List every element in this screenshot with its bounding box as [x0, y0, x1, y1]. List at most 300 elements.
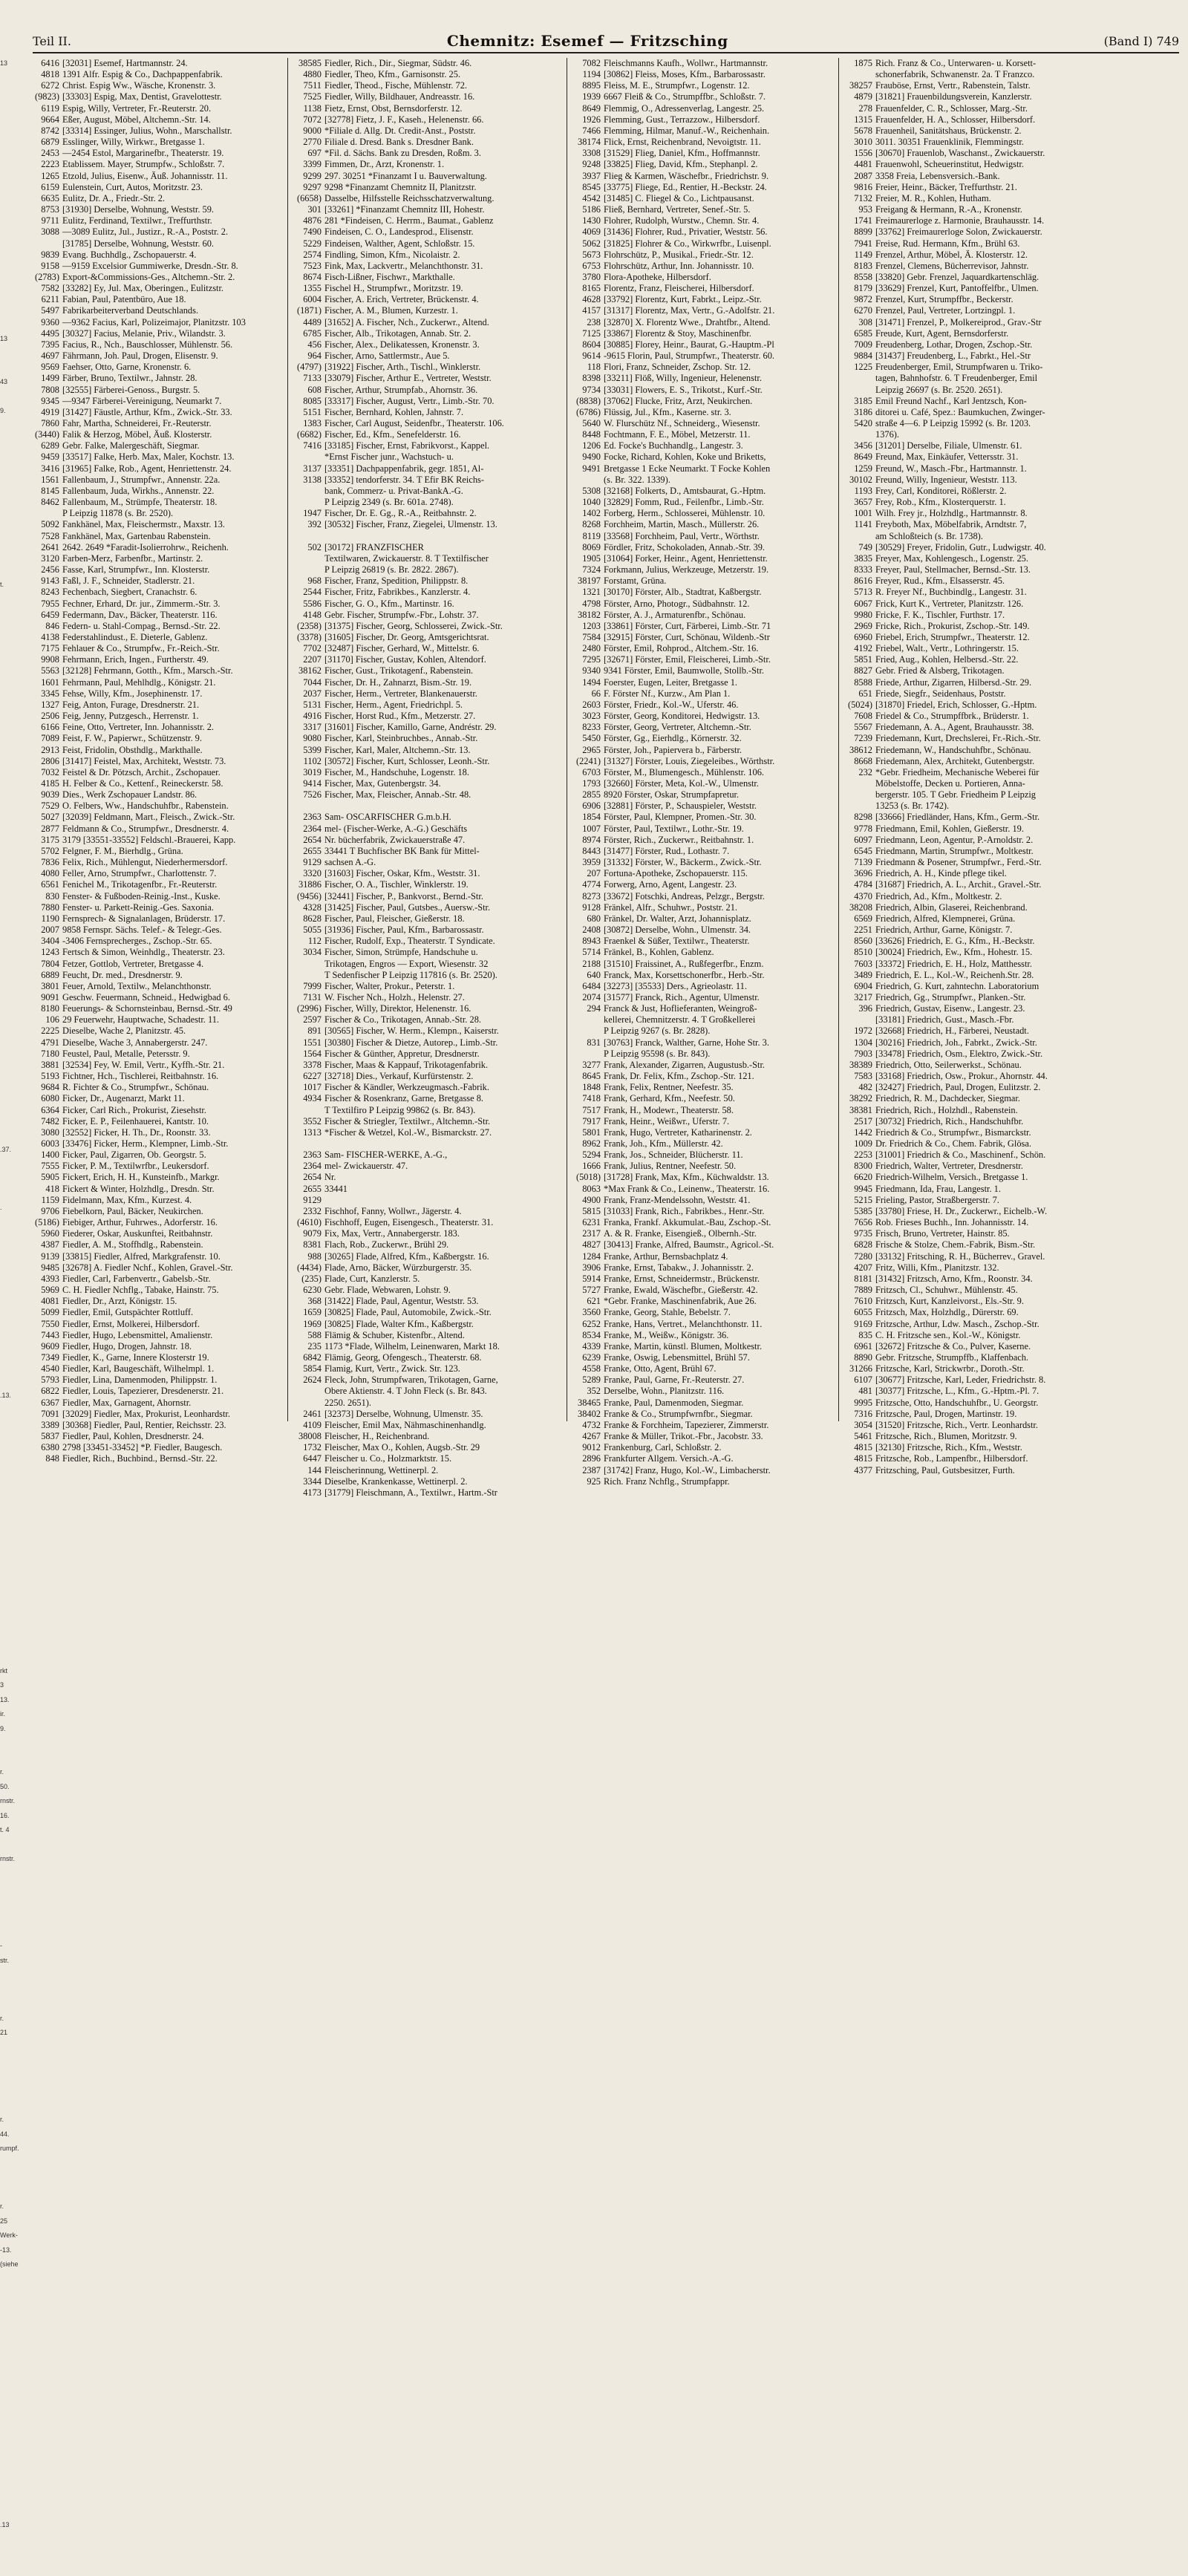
margin-fragment: [0, 1983, 10, 1998]
entry-text: [33261] *Finanzamt Chemnitz III, Hohestr.: [324, 204, 484, 215]
entry-text: [33079] Fischer, Arthur E., Vertreter, Weststr.: [324, 373, 492, 383]
entry-text: Federstahlindust., E. Dieterle, Gablenz.: [62, 632, 207, 642]
entry-phone-number: 144: [292, 1465, 322, 1476]
entry-text: Findeisen, Walther, Agent, Schloßstr. 15.: [324, 238, 474, 249]
directory-entry: [843, 1127, 1184, 1138]
entry-phone-number: 294: [571, 1003, 601, 1014]
entry-phone-number: 1732: [292, 1442, 322, 1453]
directory-entry: [571, 970, 837, 981]
entry-phone-number: 7550: [30, 1319, 59, 1330]
entry-text: Focke, Richard, Kohlen, Koke und Briketts,: [604, 451, 766, 462]
directory-entry: [292, 317, 565, 328]
entry-phone-number: 964: [292, 350, 322, 362]
entry-phone-number: 118: [571, 362, 601, 373]
entry-text: Fischer, Alb., Trikotagen, Annab. Str. 2.: [324, 328, 471, 339]
entry-text: Fischer, Maas & Kappauf, Trikotagenfabrik.: [324, 1060, 488, 1070]
entry-phone-number: 1659: [292, 1307, 322, 1318]
directory-entry: [30, 846, 286, 857]
directory-entry: [292, 902, 565, 913]
entry-text: [31821] Frauenbildungsverein, Kanzlerstr.: [875, 91, 1032, 102]
directory-entry: [843, 137, 1184, 148]
directory-entry: [571, 238, 837, 250]
entry-text: [30024] Friedrich, Ew., Kfm., Hohestr. 15.: [875, 947, 1032, 957]
directory-entry: [30, 1116, 286, 1127]
directory-entry: [843, 778, 1184, 789]
entry-phone-number: 8180: [30, 1003, 59, 1014]
entry-text: [32555] Färberei-Genoss., Burgstr. 5.: [62, 385, 200, 395]
margin-fragment: [0, 2041, 10, 2055]
entry-text: [33666] Friedländer, Hans, Kfm., Germ.-Str.: [875, 812, 1040, 822]
entry-text: Frankfurter Allgem. Versich.-A.-G.: [604, 1453, 734, 1464]
entry-phone-number: 38208: [843, 902, 872, 913]
directory-entry: [571, 1003, 837, 1014]
entry-text: Friedel & Co., Strumpffbrk., Brüderstr. 1.: [875, 711, 1029, 721]
entry-phone-number: 7072: [292, 114, 322, 125]
margin-fragment: [0, 2431, 10, 2446]
entry-phone-number: 1430: [571, 215, 601, 226]
directory-entry: [843, 1172, 1184, 1183]
entry-text: Fallenbaum, J., Strumpfwr., Annenstr. 22a.: [62, 475, 220, 485]
entry-text: Feist, Fridolin, Obsthdlg., Markthalle.: [62, 745, 203, 755]
entry-phone-number: 7523: [292, 261, 322, 272]
directory-entry: [843, 1409, 1184, 1420]
entry-text: Federn- u. Stahl-Compag., Bernsd.-Str. 22.: [62, 621, 221, 631]
entry-text: Franke, Georg, Stahle, Bebelstr. 7.: [604, 1307, 731, 1317]
directory-entry: [843, 1049, 1184, 1060]
entry-text: Freise, Rud. Hermann, Kfm., Brühl 63.: [875, 238, 1019, 249]
directory-entry: [292, 1060, 565, 1071]
directory-entry: [843, 677, 1184, 688]
directory-entry: [292, 486, 565, 497]
entry-text: Möbelstoffe, Decken u. Portieren, Anna-: [875, 778, 1025, 789]
entry-text: Frank, Dr. Felix, Kfm., Zschop.-Str. 121.: [604, 1071, 754, 1081]
entry-text: [33314] Essinger, Julius, Wohn., Marschallstr.: [62, 125, 232, 136]
directory-entry: [292, 1161, 565, 1172]
directory-entry: [30, 1352, 286, 1363]
entry-text: [31742] Franz, Hugo, Kol.-W., Limbacherstr.: [604, 1465, 771, 1476]
entry-text: [30380] Fischer & Dietze, Autorep., Limb.-Str.: [324, 1037, 497, 1048]
directory-entry: [292, 429, 565, 440]
entry-text: Etzold, Julius, Eisenw., Äuß. Johannisstr. 11.: [62, 171, 227, 181]
entry-text: Florentz, Franz, Fleischerei, Hilbersdorf.: [604, 283, 754, 293]
entry-text: Gebr. Falke, Malergeschäft, Siegmar.: [62, 440, 200, 451]
directory-entry: [292, 1307, 565, 1318]
margin-fragment: [0, 1346, 10, 1360]
entry-phone-number: 7395: [30, 339, 59, 350]
directory-entry: [30, 1014, 286, 1025]
directory-entry: [843, 238, 1184, 250]
directory-entry: [843, 1093, 1184, 1104]
entry-text: Fischer, Herm., Vertreter, Blankenauerstr.: [324, 688, 477, 699]
directory-entry: [292, 193, 565, 204]
directory-entry: [843, 261, 1184, 272]
entry-phone-number: 3404: [30, 936, 59, 947]
margin-fragment: [0, 564, 10, 578]
entry-phone-number: 106: [30, 1014, 59, 1025]
entry-phone-number: 5673: [571, 250, 601, 261]
margin-fragment: rkt 3: [0, 1664, 10, 1693]
entry-phone-number: 2363: [292, 812, 322, 823]
margin-fragment: [0, 896, 10, 911]
entry-phone-number: 4207: [843, 1262, 872, 1274]
margin-fragment: [0, 1244, 10, 1259]
margin-fragment: [0, 1259, 10, 1274]
entry-phone-number: 5308: [571, 486, 601, 497]
entry-phone-number: 6620: [843, 1172, 872, 1183]
entry-text: [33780] Friese, H. Dr., Zuckerwr., Eichelb.-W.: [875, 1206, 1047, 1216]
directory-entry: [571, 497, 837, 508]
entry-phone-number: 2363: [292, 1150, 322, 1161]
entry-phone-number: 1556: [843, 148, 872, 159]
margin-fragment: [0, 2185, 10, 2200]
entry-phone-number: (9456): [292, 891, 322, 902]
directory-entry: [571, 80, 837, 91]
entry-text: Fiedler, Max, Garnagent, Ahornstr.: [62, 1398, 191, 1408]
directory-entry: [571, 992, 837, 1003]
entry-phone-number: 9139: [30, 1251, 59, 1262]
directory-entry: [843, 317, 1184, 328]
margin-fragment: [0, 535, 10, 550]
entry-phone-number: 3489: [843, 970, 872, 981]
entry-text: Fiedler, Karl, Baugeschäft, Wilhelmpl. 1.: [62, 1363, 214, 1374]
entry-text: Färber, Bruno, Textilwr., Jahnstr. 28.: [62, 373, 198, 383]
directory-entry: [30, 824, 286, 835]
entry-phone-number: 8085: [292, 396, 322, 407]
directory-entry: [292, 1375, 565, 1386]
entry-phone-number: 3010: [843, 137, 872, 148]
entry-phone-number: 38008: [292, 1431, 322, 1442]
entry-text: Dies., Werk Zschopauer Landstr. 86.: [62, 789, 197, 800]
entry-text: [33317] Fischer, August, Vertr., Limb.-Str. 70.: [324, 396, 495, 406]
margin-fragment: [0, 85, 10, 100]
entry-text: [32441] Fischer, P., Bankvorst., Bernd.-Str.: [324, 891, 483, 901]
entry-text: Fischer, Willy, Direktor, Helenenstr. 16.: [324, 1003, 471, 1014]
entry-text: [31317] Florentz, Max, Vertr., G.-Adolfstr. 21.: [604, 305, 774, 316]
directory-entry: [30, 745, 286, 756]
directory-entry: [30, 891, 286, 902]
directory-entry: [292, 261, 565, 272]
entry-text: Friedrich, A. H., Kinde pflege tikel.: [875, 868, 1007, 878]
entry-text: [31064] Forker, Heinr., Agent, Henriettenstr.: [604, 553, 768, 564]
entry-phone-number: 5450: [571, 733, 601, 744]
entry-phone-number: 9711: [30, 215, 59, 226]
entry-text: [33825] Flieg, David, Kfm., Stephanpl. 2.: [604, 159, 758, 169]
directory-entry: [843, 1363, 1184, 1375]
entry-phone-number: 2517: [843, 1116, 872, 1127]
entry-phone-number: 6879: [30, 137, 59, 148]
directory-entry: [30, 328, 286, 339]
directory-entry: [292, 665, 565, 676]
entry-phone-number: 7490: [292, 226, 322, 238]
entry-text: T Textilfiro P Leipzig 99862 (s. Br. 843).: [324, 1105, 475, 1115]
margin-fragment: [0, 1635, 10, 1650]
entry-phone-number: 3657: [843, 497, 872, 508]
entry-text: straße 4—6. P Leipzig 15992 (s. Br. 1203.: [875, 418, 1031, 428]
margin-fragment: [0, 2402, 10, 2417]
entry-text: Evang. Buchhdlg., Zschopauerstr. 4.: [62, 250, 196, 260]
margin-fragment: rnstr.: [0, 1794, 10, 1809]
entry-phone-number: 112: [292, 936, 322, 947]
margin-fragment: [0, 1157, 10, 1172]
entry-text: T Sedenfischer P Leipzig 117816 (s. Br. 2520).: [324, 970, 497, 980]
entry-phone-number: 5055: [292, 925, 322, 936]
entry-text: Frenzel, Paul, Vertreter, Lortzingpl. 1.: [875, 305, 1015, 316]
entry-text: Friebel, Walt., Vertr., Lothringerstr. 15.: [875, 643, 1019, 653]
entry-phone-number: 5854: [292, 1363, 322, 1375]
entry-phone-number: 2655: [292, 846, 322, 857]
directory-entry: [30, 1398, 286, 1409]
entry-text: Fränkel, Alfr., Schuhwr., Poststr. 21.: [604, 902, 737, 913]
entry-phone-number: 7180: [30, 1049, 59, 1060]
entry-phone-number: 1206: [571, 440, 601, 451]
entry-text: Espig, Willy, Vertreter, Fr.-Reuterstr. 20.: [62, 103, 211, 114]
entry-phone-number: 4542: [571, 193, 601, 204]
entry-text: Fränkel, Dr. Walter, Arzt, Johannisplatz.: [604, 913, 751, 924]
entry-text: Feine, Otto, Vertreter, Inn. Johannisstr. 2.: [62, 722, 214, 732]
margin-fragment: [0, 2460, 10, 2475]
entry-phone-number: 5229: [292, 238, 322, 250]
entry-text: Eulenstein, Curt, Autos, Moritzstr. 23.: [62, 182, 203, 192]
margin-fragment: [0, 2446, 10, 2461]
directory-entry: [843, 250, 1184, 261]
directory-entry: [571, 193, 837, 204]
entry-text: Fischer, Simon, Strümpfe, Handschuhe u.: [324, 947, 478, 957]
entry-phone-number: 1102: [292, 756, 322, 767]
entry-phone-number: 2654: [292, 835, 322, 846]
directory-entry: [843, 148, 1184, 159]
entry-phone-number: (4434): [292, 1262, 322, 1274]
entry-text: Nr.: [324, 1172, 336, 1182]
margin-fragment: [0, 1461, 10, 1476]
entry-text: Fehrmann, Paul, Mehlhdlg., Königstr. 21.: [62, 677, 216, 688]
directory-entry: [292, 362, 565, 373]
directory-entry: [292, 947, 565, 958]
entry-text: [32373] Derselbe, Wohnung, Ulmenstr. 35.: [324, 1409, 483, 1419]
entry-text: —9347 Färberei-Vereinigung, Neumarkt 7.: [62, 396, 221, 406]
margin-fragment: 13.: [0, 1693, 10, 1708]
entry-phone-number: 392: [292, 519, 322, 530]
directory-entry: [292, 654, 565, 665]
entry-text: *Fischer & Wetzel, Kol.-W., Bismarckstr. 27.: [324, 1127, 492, 1138]
entry-phone-number: 680: [571, 913, 601, 925]
entry-text: Freigang & Hermann, R.-A., Kronenstr.: [875, 204, 1022, 215]
directory-entry: [30, 1082, 286, 1093]
margin-fragment: [0, 853, 10, 868]
entry-phone-number: 8649: [843, 451, 872, 463]
entry-text: H. Felber & Co., Kettenf., Reineckerstr. 58.: [62, 778, 223, 789]
directory-entry: [292, 587, 565, 598]
entry-phone-number: 9340: [571, 665, 601, 676]
entry-text: Franke, Ewald, Wäschefbr., Gießerstr. 42.: [604, 1285, 758, 1295]
entry-phone-number: 38381: [843, 1105, 872, 1116]
directory-entry: [571, 789, 837, 800]
entry-phone-number: 6447: [292, 1453, 322, 1464]
entry-phone-number: 6211: [30, 294, 59, 305]
entry-phone-number: 7804: [30, 959, 59, 970]
entry-phone-number: 4393: [30, 1274, 59, 1285]
entry-text: [32671] Förster, Emil, Fleischerei, Limb.-Str.: [604, 654, 771, 665]
margin-fragment: [0, 1230, 10, 1245]
margin-fragment: 9.: [0, 404, 10, 419]
directory-entry: [571, 1093, 837, 1104]
entry-text: Rich. Franz & Co., Unterwaren- u. Korsett-: [875, 58, 1036, 68]
entry-phone-number: 6785: [292, 328, 322, 339]
margin-fragment: 13: [0, 332, 10, 347]
directory-entry: [843, 1025, 1184, 1037]
entry-phone-number: 5851: [843, 654, 872, 665]
entry-phone-number: 6842: [292, 1352, 322, 1363]
entry-phone-number: 8145: [30, 486, 59, 497]
directory-entry: [843, 171, 1184, 182]
entry-phone-number: 38612: [843, 745, 872, 756]
entry-phone-number: 1402: [571, 508, 601, 519]
entry-phone-number: 2387: [571, 1465, 601, 1476]
entry-phone-number: 1194: [571, 69, 601, 80]
directory-entry: [292, 531, 565, 542]
entry-phone-number: 835: [843, 1330, 872, 1341]
entry-text: Fenster- u. Parkett-Reinig.-Ges. Saxonia.: [62, 902, 214, 913]
entry-phone-number: 6889: [30, 970, 59, 981]
directory-entry: [30, 1341, 286, 1352]
directory-entry: [30, 373, 286, 384]
entry-text: Fischer, Karl, Maler, Altchemn.-Str. 13.: [324, 745, 471, 755]
entry-text: [32678] A. Fiedler Nchf., Kohlen, Gravel.-Str.: [62, 1262, 233, 1273]
entry-text: Fischer, Dr. H., Zahnarzt, Bism.-Str. 19.: [324, 677, 471, 688]
entry-text: [31603] Fischer, Oskar, Kfm., Weststr. 31.: [324, 868, 480, 878]
directory-entry: [30, 1453, 286, 1464]
directory-entry: [843, 925, 1184, 936]
directory-entry: [843, 992, 1184, 1003]
entry-phone-number: (2358): [292, 621, 322, 632]
directory-entry: [292, 125, 565, 137]
directory-entry: [30, 1228, 286, 1239]
entry-text: C. H. Fiedler Nchflg., Tabake, Hainstr. 75.: [62, 1285, 219, 1295]
entry-phone-number: 1793: [571, 778, 601, 789]
entry-phone-number: 831: [571, 1037, 601, 1049]
directory-entry: [843, 531, 1184, 542]
entry-phone-number: 3120: [30, 553, 59, 564]
directory-entry: [843, 711, 1184, 722]
entry-phone-number: 8899: [843, 226, 872, 238]
page-header: [33, 30, 1179, 53]
directory-entry: [30, 947, 286, 958]
entry-phone-number: 7324: [571, 564, 601, 575]
directory-entry: [30, 902, 286, 913]
entry-text: [30172] FRANZFISCHER: [324, 542, 424, 552]
entry-phone-number: 308: [843, 317, 872, 328]
entry-phone-number: 1159: [30, 1195, 59, 1206]
entry-text: Friedemann, Kurt, Drechslerei, Fr.-Rich.-Str.: [875, 733, 1041, 743]
entry-phone-number: 6416: [30, 58, 59, 69]
margin-fragment: [0, 1273, 10, 1288]
entry-text: Förster, Rich., Zuckerwr., Reitbahnstr. 1.: [604, 835, 754, 845]
entry-phone-number: 7044: [292, 677, 322, 688]
entry-text: [33476] Ficker, Herm., Klempner, Limb.-Str.: [62, 1138, 228, 1149]
margin-fragment: t.: [0, 578, 10, 593]
entry-text: [31477] Förster, Rud., Lothastr. 7.: [604, 846, 729, 856]
directory-entry: [571, 947, 837, 958]
entry-phone-number: 238: [571, 317, 601, 328]
entry-text: Fiedler, Hugo, Drogen, Jahnstr. 18.: [62, 1341, 192, 1351]
entry-text: Fritzsche, Karl, Strickwrbr., Doroth.-Str.: [875, 1363, 1025, 1374]
left-margin-fragments: [0, 56, 10, 1423]
entry-text: Fischer & Striegler, Textilwr., Altchemn.-Str.: [324, 1116, 490, 1126]
entry-text: Fleischer, H., Reichenbrand.: [324, 1431, 429, 1441]
entry-text: —9362 Facius, Karl, Polizeimajor, Planitzstr. 103: [62, 317, 246, 327]
entry-text: R. Freyer Nf., Buchbindlg., Langestr. 31.: [875, 587, 1027, 597]
directory-entry: [571, 722, 837, 733]
page-number: (Band I) 749: [1104, 34, 1179, 48]
entry-text: W. Flurschütz Nf., Schneiderg., Wiesenstr.: [604, 418, 760, 428]
directory-entry: [571, 868, 837, 879]
directory-entry: [571, 1453, 837, 1464]
entry-phone-number: 1149: [843, 250, 872, 261]
directory-entry: [292, 868, 565, 879]
entry-text: Gebr. Flade, Webwaren, Lohstr. 9.: [324, 1285, 451, 1295]
margin-fragment: [0, 1331, 10, 1346]
entry-text: Rich. Franz Nchflg., Strumpfappr.: [604, 1476, 730, 1487]
directory-entry: [292, 542, 565, 553]
entry-text: [33672] Fotschki, Andreas, Pelzgr., Bergstr.: [604, 891, 765, 901]
directory-entry: [30, 283, 286, 294]
directory-entry: [30, 599, 286, 610]
directory-entry: [30, 137, 286, 148]
entry-phone-number: 8974: [571, 835, 601, 846]
directory-entry: [571, 204, 837, 215]
entry-text: Fritz, Willi, Kfm., Planitzstr. 132.: [875, 1262, 999, 1273]
directory-entry: [843, 1375, 1184, 1386]
entry-text: Fankhänel, Max, Fleischermstr., Maxstr. 13.: [62, 519, 225, 529]
directory-entry: [843, 519, 1184, 530]
margin-fragment: [0, 2272, 10, 2287]
margin-fragment: [0, 650, 10, 665]
directory-entry: [292, 800, 565, 812]
directory-entry: [571, 756, 837, 767]
entry-text: Fischer, Herm., Agent, Friedrichpl. 5.: [324, 700, 463, 710]
entry-phone-number: 5837: [30, 1431, 59, 1442]
directory-entry: [571, 925, 837, 936]
directory-entry: [571, 1398, 837, 1409]
column-2: [292, 58, 565, 1421]
directory-entry: [571, 665, 837, 676]
entry-phone-number: 4377: [843, 1465, 872, 1476]
directory-entry: [843, 1465, 1184, 1476]
directory-entry: [571, 1082, 837, 1093]
directory-entry: [571, 1105, 837, 1116]
entry-phone-number: 8558: [843, 272, 872, 283]
entry-phone-number: 9091: [30, 992, 59, 1003]
entry-text: Feig, Jenny, Putzgesch., Herrenstr. 1.: [62, 711, 199, 721]
entry-text: Fiedler, Dr., Arzt, Königstr. 15.: [62, 1296, 177, 1306]
directory-entry: [30, 575, 286, 587]
entry-phone-number: 9079: [292, 1228, 322, 1239]
entry-phone-number: 2037: [292, 688, 322, 700]
entry-phone-number: 4784: [843, 879, 872, 890]
entry-text: Fraenkel & Süßer, Textilwr., Theaterstr.: [604, 936, 749, 946]
directory-entry: [292, 294, 565, 305]
directory-entry: [571, 508, 837, 519]
entry-text: Frauböse, Ernst, Vertr., Rabenstein, Talstr.: [875, 80, 1031, 91]
entry-phone-number: 6635: [30, 193, 59, 204]
entry-phone-number: 9143: [30, 575, 59, 587]
directory-entry: [292, 564, 565, 575]
entry-phone-number: 9000: [292, 125, 322, 137]
directory-entry: [292, 58, 565, 69]
margin-fragment: [0, 2388, 10, 2403]
entry-text: Flämig & Schuber, Kistenfbr., Altend.: [324, 1330, 465, 1340]
entry-phone-number: 4919: [30, 407, 59, 418]
entry-text: Franke, Oswig, Lebensmittel, Brühl 57.: [604, 1352, 750, 1363]
